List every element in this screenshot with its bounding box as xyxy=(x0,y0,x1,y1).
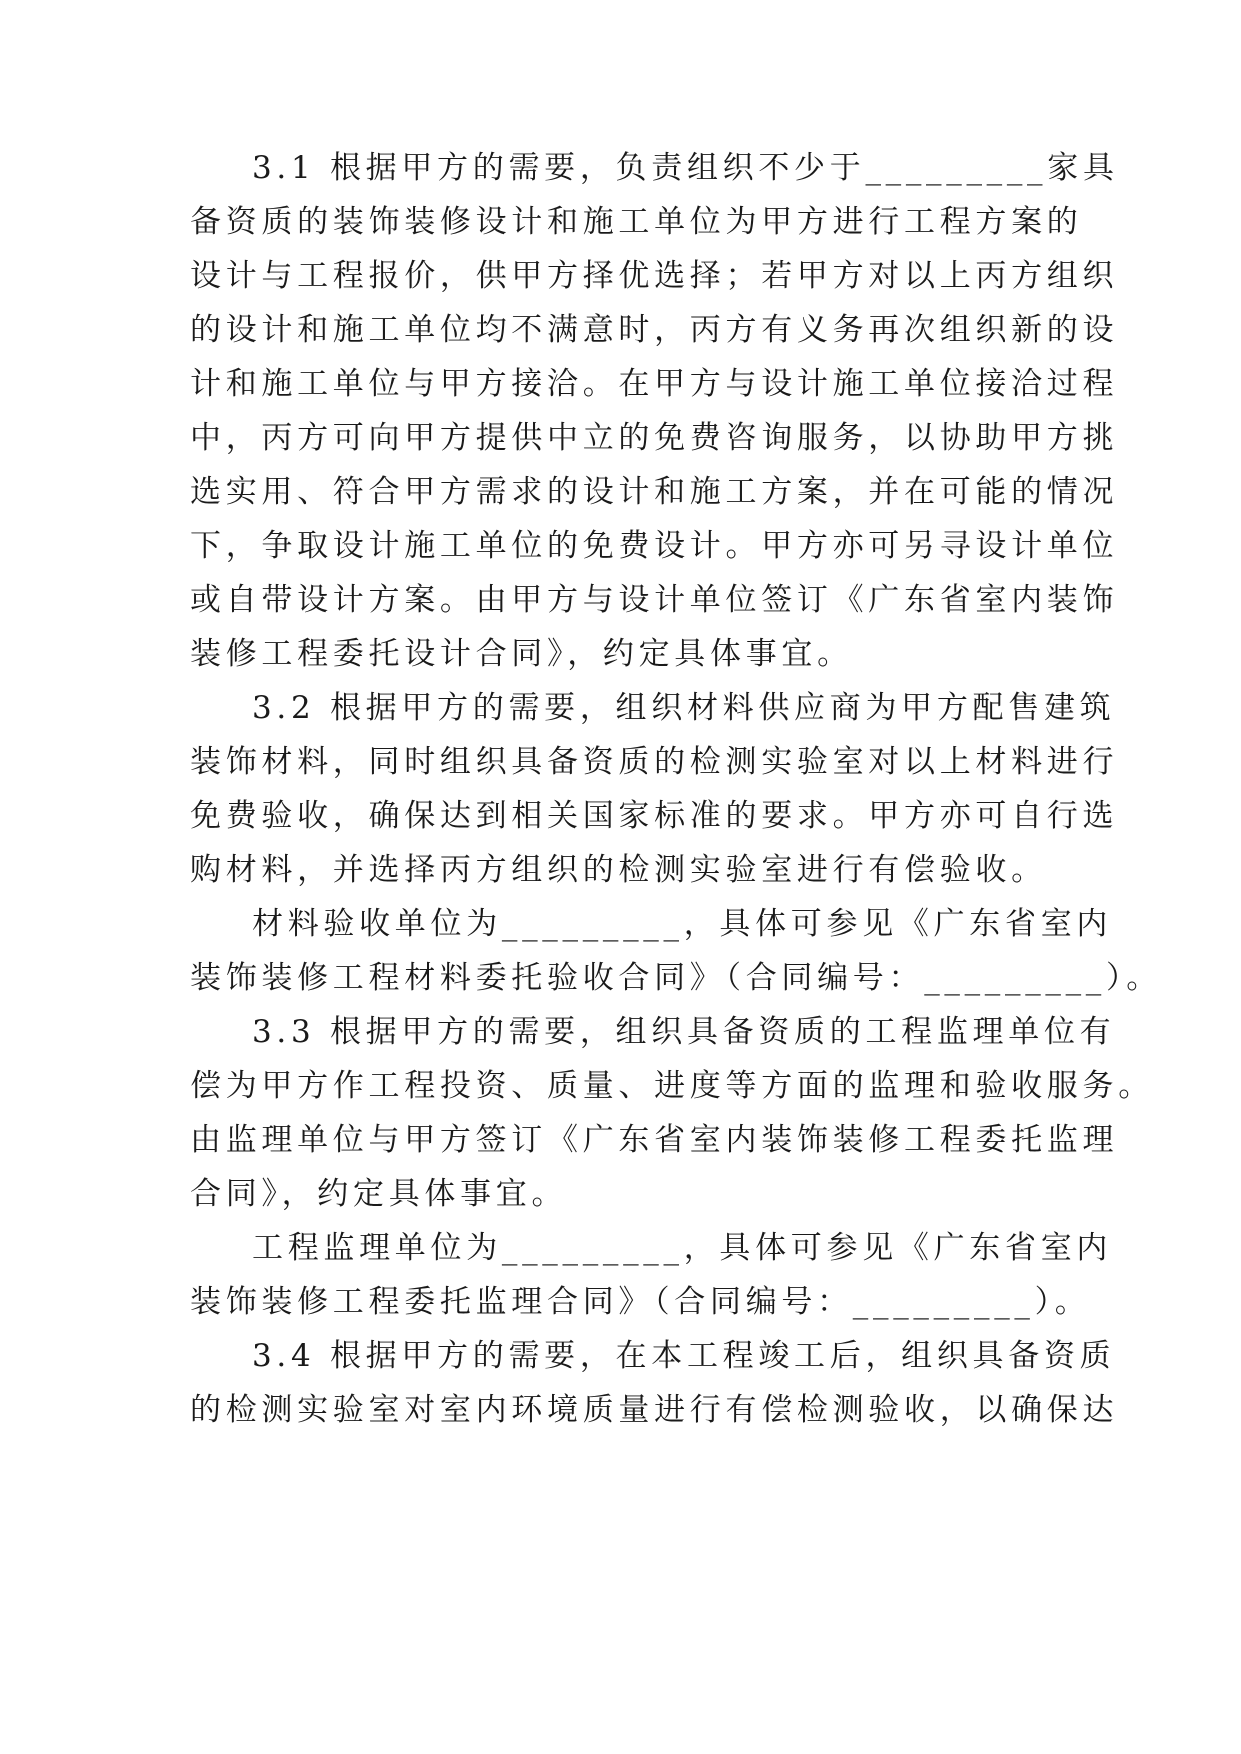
text-line: 备资质的装饰装修设计和施工单位为甲方进行工程方案的 xyxy=(190,204,1083,240)
text-line: 免费验收，确保达到相关国家标准的要求。甲方亦可自行选 xyxy=(190,798,1119,834)
text-line: 计和施工单位与甲方接洽。在甲方与设计施工单位接洽过程 xyxy=(190,366,1119,402)
text-line: 由监理单位与甲方签订《广东省室内装饰装修工程委托监理 xyxy=(190,1122,1119,1158)
text-line: 3.2 根据甲方的需要，组织材料供应商为甲方配售建筑 xyxy=(252,690,1116,726)
text-line: 的检测实验室对室内环境质量进行有偿检测验收，以确保达 xyxy=(190,1392,1119,1428)
text-line: 装饰装修工程材料委托验收合同》（合同编号：_________）。 xyxy=(190,960,1162,996)
text-line: 或自带设计方案。由甲方与设计单位签订《广东省室内装饰 xyxy=(190,582,1119,618)
text-line: 装饰材料，同时组织具备资质的检测实验室对以上材料进行 xyxy=(190,744,1119,780)
text-line: 工程监理单位为_________，具体可参见《广东省室内 xyxy=(252,1230,1113,1266)
text-line: 购材料，并选择丙方组织的检测实验室进行有偿验收。 xyxy=(190,852,1047,888)
text-line: 合同》，约定具体事宜。 xyxy=(190,1176,568,1212)
text-line: 的设计和施工单位均不满意时，丙方有义务再次组织新的设 xyxy=(190,312,1119,348)
text-line: 设计与工程报价，供甲方择优选择；若甲方对以上丙方组织 xyxy=(190,258,1119,294)
text-line: 3.3 根据甲方的需要，组织具备资质的工程监理单位有 xyxy=(252,1014,1116,1050)
text-line: 下，争取设计施工单位的免费设计。甲方亦可另寻设计单位 xyxy=(190,528,1119,564)
text-line: 3.4 根据甲方的需要，在本工程竣工后，组织具备资质 xyxy=(252,1338,1116,1374)
text-line: 装修工程委托设计合同》，约定具体事宜。 xyxy=(190,636,853,672)
text-line: 材料验收单位为_________，具体可参见《广东省室内 xyxy=(252,906,1113,942)
text-line: 装饰装修工程委托监理合同》（合同编号：_________）。 xyxy=(190,1284,1091,1320)
text-line: 3.1 根据甲方的需要，负责组织不少于_________家具 xyxy=(252,150,1119,186)
text-line: 选实用、符合甲方需求的设计和施工方案，并在可能的情况 xyxy=(190,474,1119,510)
text-line: 偿为甲方作工程投资、质量、进度等方面的监理和验收服务。 xyxy=(190,1068,1154,1104)
text-line: 中，丙方可向甲方提供中立的免费咨询服务，以协助甲方挑 xyxy=(190,420,1119,456)
